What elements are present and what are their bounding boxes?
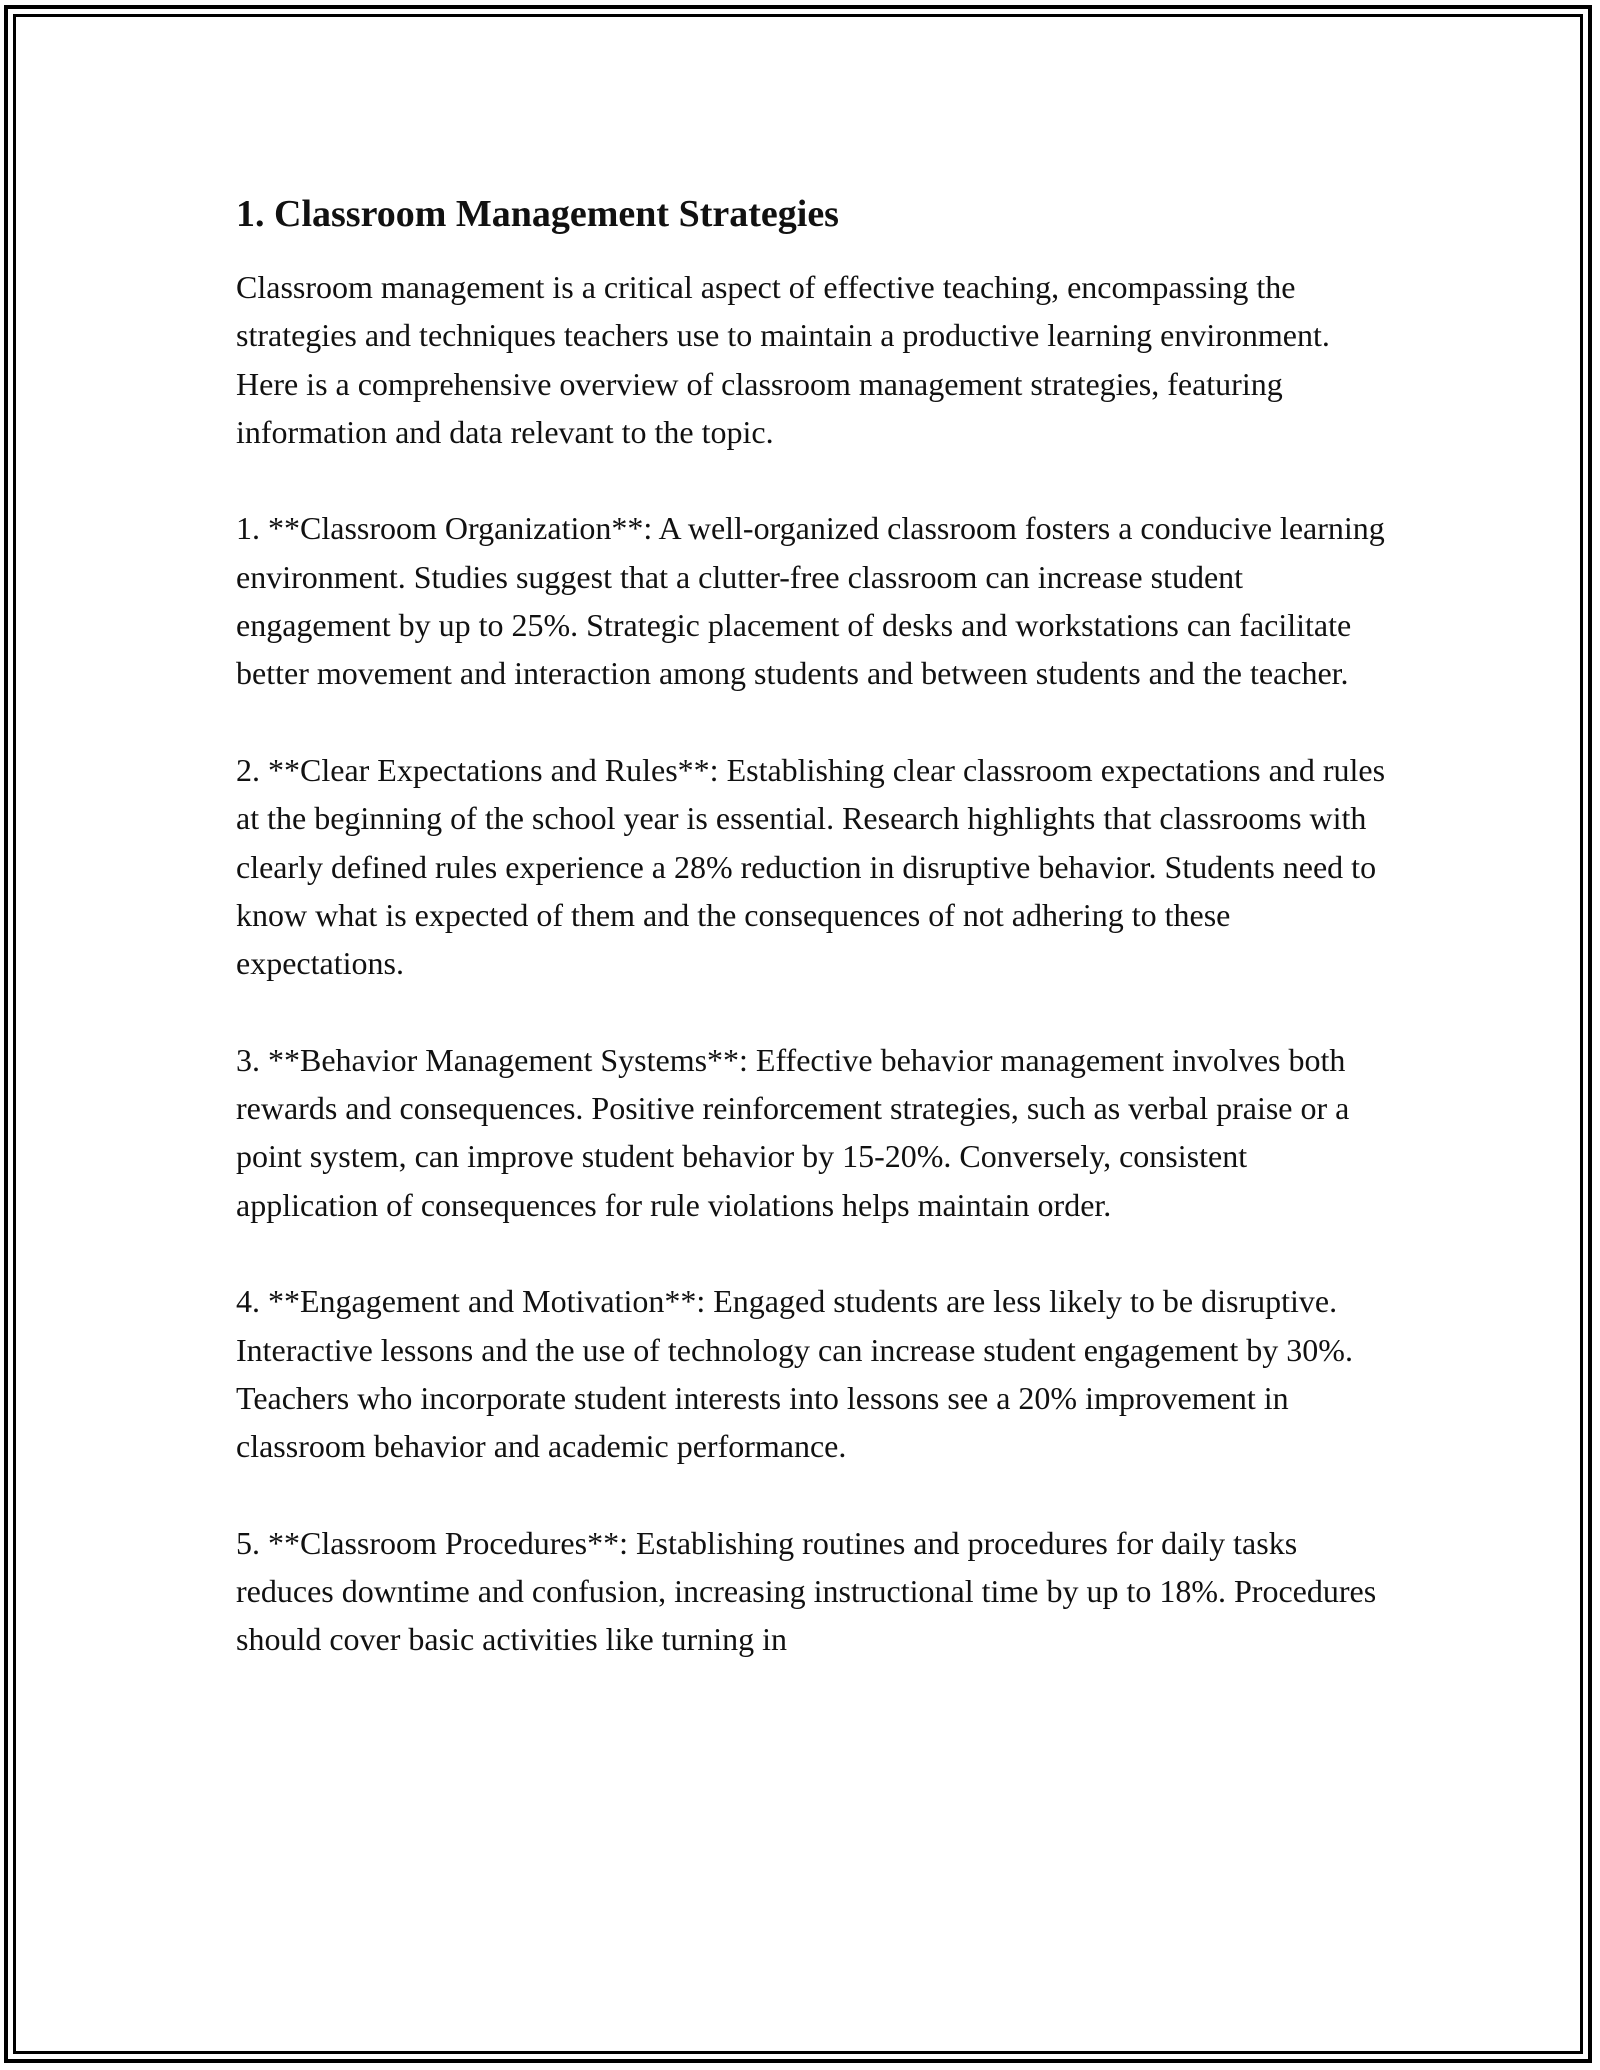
list-item-classroom-procedures: 5. **Classroom Procedures**: Establishing routines and procedures for daily tasks reduces downtime and confusion, increasing instructional time by up to 18%. Procedures should cover basic activities like turning in xyxy=(236,1524,1377,1658)
list-item-clear-expectations: 2. **Clear Expectations and Rules**: Establishing clear classroom expectations and rules at the beginning of the school year is essential. Research highlights that classrooms with clearly defined rules experience a 28% reduction in disruptive behavior. Students need to know what is expected of them and the consequences of not adhering to these expectations. xyxy=(236,751,1386,982)
list-item-behavior-management: 3. **Behavior Management Systems**: Effective behavior management involves both rewards and consequences. Positive reinforcement strategies, such as verbal praise or a point system, can improve student behavior by 15-20%. Conversely, consistent application of consequences for rule violations helps maintain order. xyxy=(236,1041,1350,1223)
list-item-engagement-motivation: 4. **Engagement and Motivation**: Engaged students are less likely to be disruptive. Interactive lessons and the use of technology can increase student engagement by 30%. Teachers who incorporate student interests into lessons see a 20% improvement in classroom behavior and academic performance. xyxy=(236,1283,1353,1465)
list-item-classroom-organization: 1. **Classroom Organization**: A well-organized classroom fosters a conducive learning environment. Studies suggest that a clutter-free classroom can increase student engagement by up to 25%. Strategic placement of desks and workstations can facilitate better movement and interaction among students and between students and the teacher. xyxy=(236,510,1385,692)
document-body xyxy=(236,185,1386,1712)
section-heading: 1. Classroom Management Strategies xyxy=(236,193,839,235)
intro-paragraph: Classroom management is a critical aspect of effective teaching, encompassing the strategies and techniques teachers use to maintain a productive learning environment. Here is a comprehensive overview of classroom management strategies, featuring information and data relevant to the topic. xyxy=(236,269,1330,450)
